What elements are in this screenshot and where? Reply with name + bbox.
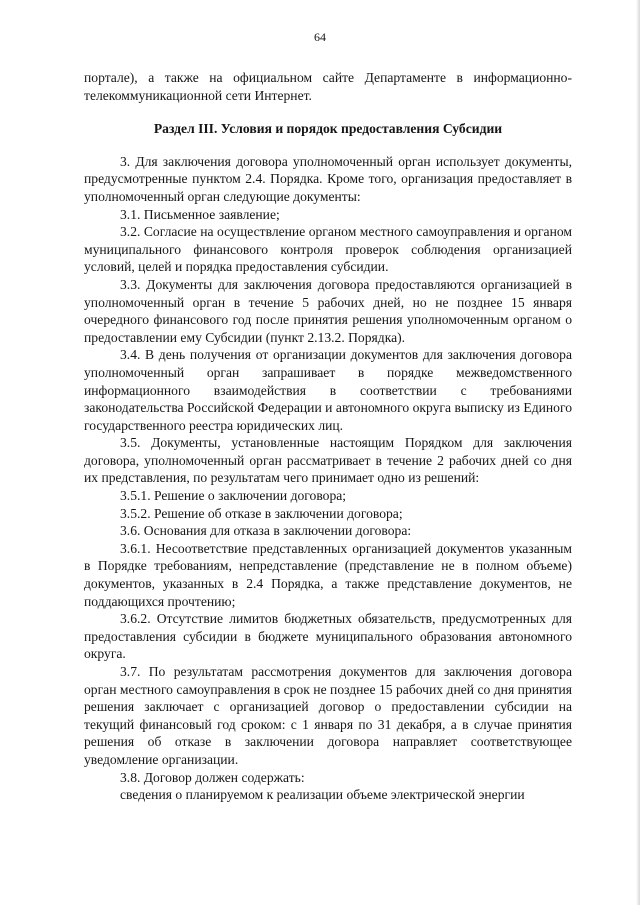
paragraph-3-6-2: 3.6.2. Отсутствие лимитов бюджетных обязательств, предусмотренных для предоставления субсидии в бюджете муниципального образования автономного округа. bbox=[84, 611, 572, 662]
paragraph-3-4: 3.4. В день получения от организации документов для заключения договора уполномоченный орган запрашивает в порядке межведомственного информационного взаимодействия в соответствии с требованиями законодательства Российской Федерации и автономного округа выписку из Единого государственного реестра юридических лиц. bbox=[84, 347, 572, 433]
paragraph-3-3: 3.3. Документы для заключения договора предоставляются организацией в уполномоченный орган в течение 5 рабочих дней, но не позднее 15 января очередного финансового год после принятия решения уполномоченным органом о предоставлении ему Субсидии (пункт 2.13.2. Порядка). bbox=[84, 276, 572, 345]
paragraph-3-6: 3.6. Основания для отказа в заключении договора: bbox=[120, 523, 412, 539]
paragraph-3-6-1: 3.6.1. Несоответствие представленных организацией документов указанным в Порядке требованиям, непредставление (представление не в полном объеме) документов, указанных в 2.4 Порядка, а также представление документов, не поддающихся прочтению; bbox=[84, 540, 572, 609]
document-body bbox=[84, 69, 572, 804]
paragraph-3-5-2: 3.5.2. Решение об отказе в заключении договора; bbox=[120, 505, 403, 521]
paragraph-3-5-1: 3.5.1. Решение о заключении договора; bbox=[120, 488, 347, 504]
paragraph-3: 3. Для заключения договора уполномоченный орган использует документы, предусмотренные пунктом 2.4. Порядка. Кроме того, организация предоставляет в уполномоченный орган следующие документы: bbox=[84, 153, 572, 204]
section-heading: Раздел III. Условия и порядок предоставления Субсидии bbox=[153, 121, 503, 137]
scan-edge bbox=[636, 0, 640, 905]
paragraph-3-7: 3.7. По результатам рассмотрения документов для заключения договора орган местного самоуправления в срок не позднее 15 рабочих дней со дня принятия решения заключает с организацией договор о предоставлении субсидии на текущий финансовый год сроком: с 1 января по 31 декабря, а в случае принятия решения об отказе в заключении договора направляет соответствующее уведомление организации. bbox=[84, 664, 572, 767]
paragraph-3-1: 3.1. Письменное заявление; bbox=[120, 206, 280, 222]
paragraph-3-8: 3.8. Договор должен содержать: bbox=[120, 769, 305, 785]
intro-paragraph: порталe), а также на официальном сайте Департаменте в информационно-телекоммуникационной сети Интернет. bbox=[84, 70, 572, 103]
paragraph-3-2: 3.2. Согласие на осуществление органом местного самоуправления и органом муниципального финансового контроля проверок соблюдения организацией условий, целей и порядка предоставления субсидии. bbox=[84, 224, 572, 275]
paragraph-3-5: 3.5. Документы, установленные настоящим Порядком для заключения договора, уполномоченный орган рассматривает в течение 2 рабочих дней со дня их представления, по результатам чего принимает одно из решений: bbox=[84, 435, 572, 486]
paragraph-continued: сведения о планируемом к реализации объеме электрической энергии bbox=[120, 787, 525, 803]
page-number: 64 bbox=[314, 30, 326, 44]
